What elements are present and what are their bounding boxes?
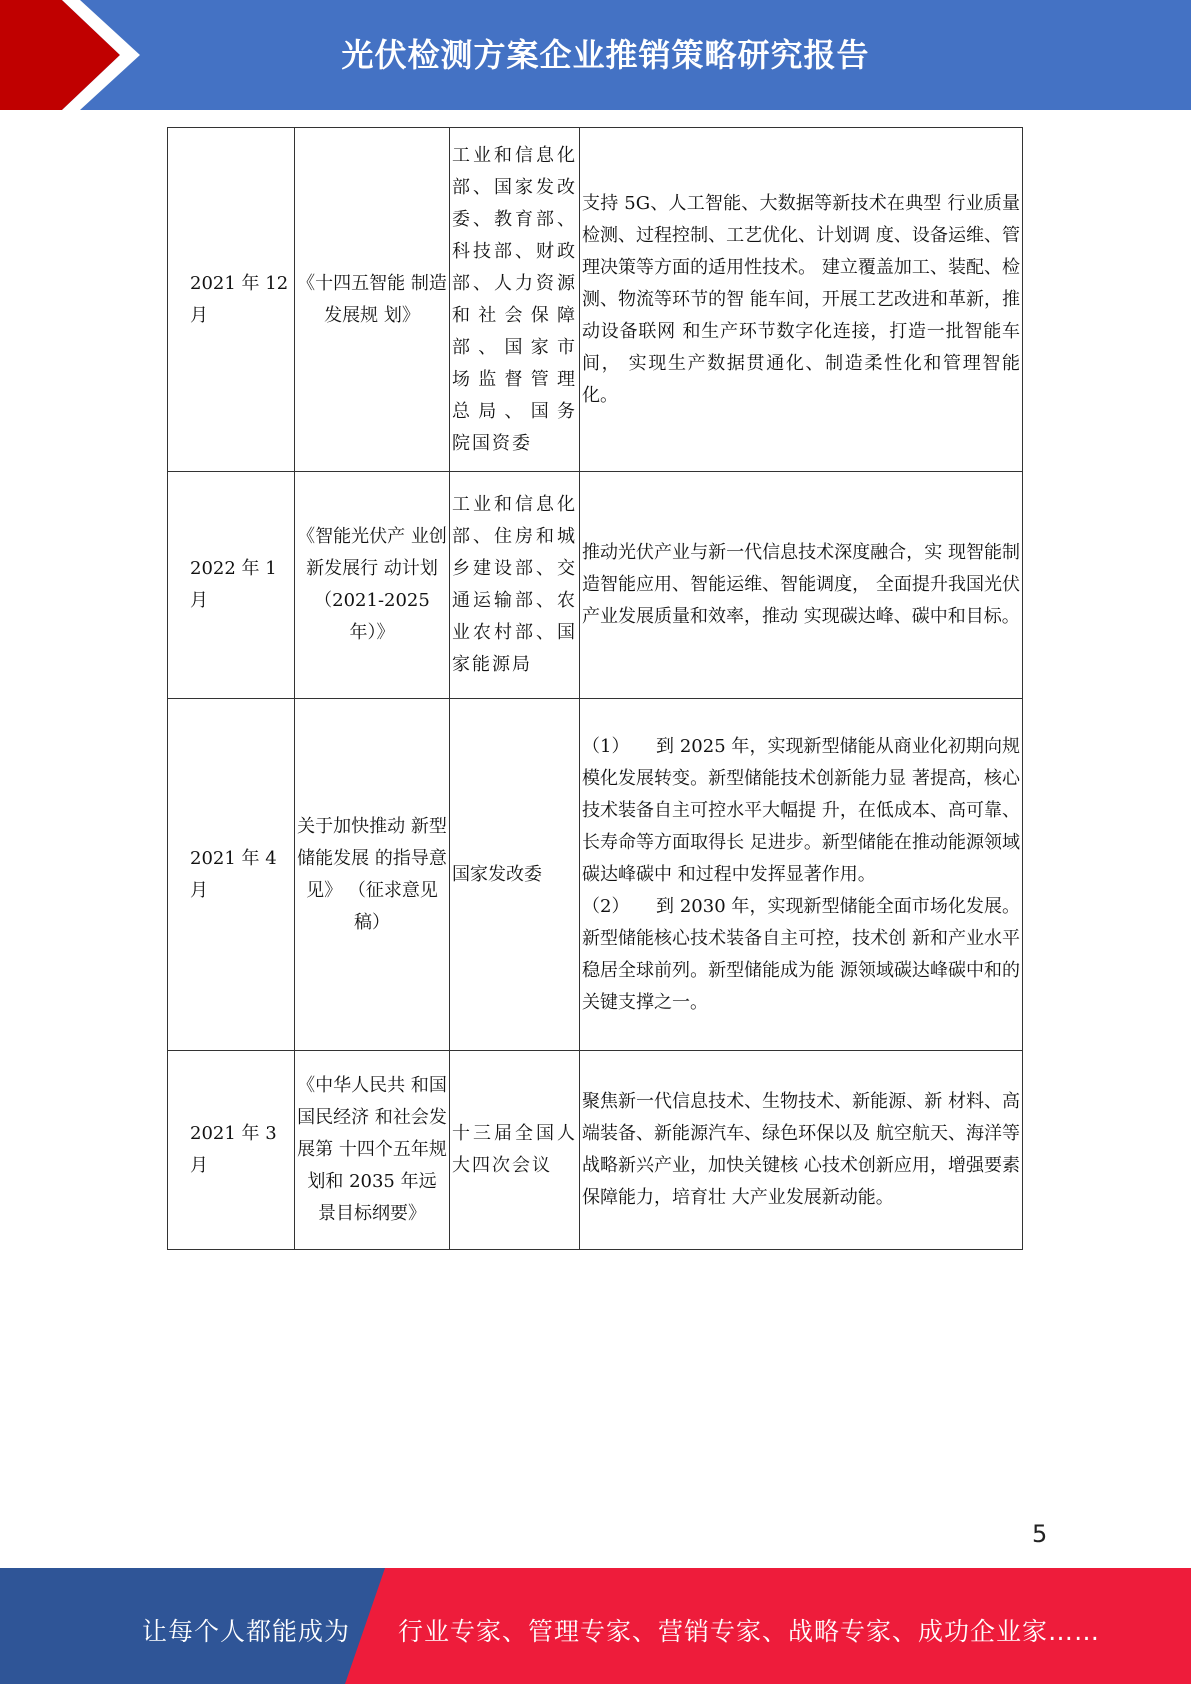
page-number: 5 — [1032, 1520, 1048, 1548]
footer-slogan-right: 行业专家、管理专家、营销专家、战略专家、成功企业家…… — [398, 1617, 1101, 1646]
table-row — [168, 1051, 1023, 1250]
cell-date: 2021 年 4 月 — [168, 699, 295, 1051]
cell-date: 2021 年 3 月 — [168, 1051, 295, 1250]
table-row — [168, 128, 1023, 472]
item-text: 到 2025 年，实现新型储能从商业化初期向规模化发展转变。新型储能技术创新能力显 著提高，核心技术装备自主可控水平大幅提 升，在低成本、高可靠、长寿命等方面取得长 足进步。新型储能在推动能源领域碳达峰碳中 和过程中发挥显著作用。 — [582, 735, 1020, 885]
table-row — [168, 699, 1023, 1051]
cell-department: 工业和信息化部、国家发改委、教育部、科技部、财政部、人力资源和社会保障 部、国家市 场监督管理 总局、国务 院国资委 — [450, 128, 580, 472]
cell-department: 工业和信息化部、住房和城乡建设部、交通运输部、农业农村部、国家能源局 — [450, 472, 580, 699]
item-number: （2） — [582, 895, 630, 917]
cell-date: 2022 年 1 月 — [168, 472, 295, 699]
content-item — [582, 891, 1020, 1019]
cell-date: 2021 年 12 月 — [168, 128, 295, 472]
cell-department: 十三届全国人大四次会议 — [450, 1051, 580, 1250]
cell-policy-name: 《智能光伏产 业创新发展行 动计划 （2021-2025 年）》 — [295, 472, 450, 699]
content-item — [582, 731, 1020, 891]
cell-content — [580, 699, 1023, 1051]
report-title: 光伏检测方案企业推销策略研究报告 — [341, 36, 870, 74]
item-number: （1） — [582, 735, 630, 757]
footer-slogan-left: 让每个人都能成为 — [142, 1617, 351, 1646]
cell-policy-name: 关于加快推动 新型储能发展 的指导意见》 （征求意见 稿） — [295, 699, 450, 1051]
table-row — [168, 472, 1023, 699]
item-text: 到 2030 年，实现新型储能全面市场化发展。新型储能核心技术装备自主可控，技术创 新和产业水平稳居全球前列。新型储能成为能 源领域碳达峰碳中和的关键支撑之一。 — [582, 895, 1020, 1013]
cell-department: 国家发改委 — [450, 699, 580, 1051]
cell-policy-name: 《中华人民共 和国国民经济 和社会发展第 十四个五年规 划和 2035 年远 景目标纲要》 — [295, 1051, 450, 1250]
cell-content: 支持 5G、人工智能、大数据等新技术在典型 行业质量检测、过程控制、工艺优化、计划调 度、设备运维、管理决策等方面的适用性技术。 建立覆盖加工、装配、检测、物流等环节的智 能车间，开展工艺改进和革新，推动设备联网 和生产环节数字化连接，打造一批智能车间， 实现生产数据贯通化、制造柔性化和管理智能 化。 — [580, 128, 1023, 472]
cell-content: 聚焦新一代信息技术、生物技术、新能源、新 材料、高端装备、新能源汽车、绿色环保以及 航空航天、海洋等战略新兴产业，加快关键核 心技术创新应用，增强要素保障能力，培育壮 大产业发展新动能。 — [580, 1051, 1023, 1250]
page-footer — [0, 1568, 1191, 1684]
cell-policy-name: 《十四五智能 制造发展规 划》 — [295, 128, 450, 472]
policy-table — [167, 127, 1023, 1250]
cell-content: 推动光伏产业与新一代信息技术深度融合，实 现智能制造智能应用、智能运维、智能调度， 全面提升我国光伏产业发展质量和效率，推动 实现碳达峰、碳中和目标。 — [580, 472, 1023, 699]
page-header — [0, 0, 1191, 110]
